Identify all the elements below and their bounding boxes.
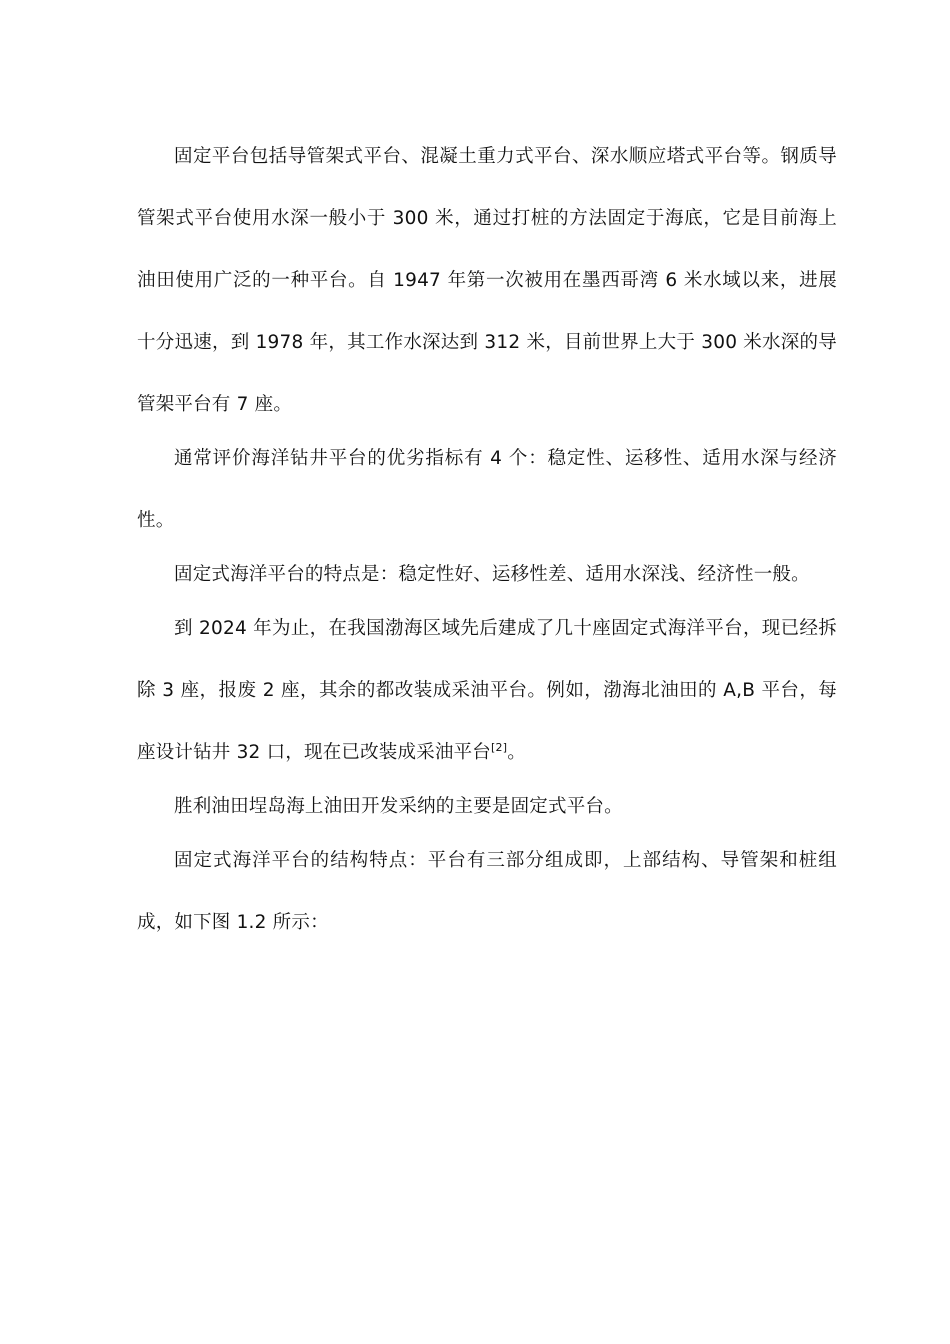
citation-reference: [2] [491,740,508,754]
paragraph-evaluation-indicators: 通常评价海洋钻井平台的优劣指标有 4 个：稳定性、运移性、适用水深与经济性。 [137,448,838,531]
paragraph-shengli-oilfield: 胜利油田埕岛海上油田开发采纳的主要是固定式平台。 [174,796,623,817]
paragraph-bohai-platforms [137,598,837,784]
paragraph-bohai-tail: 。 [507,742,526,763]
paragraph-fixed-platform-types: 固定平台包括导管架式平台、混凝土重力式平台、深水顺应塔式平台等。钢质导管架式平台使用水深一般小于 300 米，通过打桩的方法固定于海底，它是目前海上油田使用广泛的一种平台。自 1947 年第一次被用在墨西哥湾 6 米水域以来，进展十分迅速，到 1978 年，其工作水深达到 312 米，目前世界上大于 300 米水深的导管架平台有 7 座。 [137,146,837,415]
paragraph-structure-features: 固定式海洋平台的结构特点：平台有三部分组成即，上部结构、导管架和桩组成，如下图 1.2 所示： [137,850,837,933]
paragraph-platform-features: 固定式海洋平台的特点是：稳定性好、运移性差、适用水深浅、经济性一般。 [174,564,810,585]
paragraph-bohai-text: 到 2024 年为止，在我国渤海区域先后建成了几十座固定式海洋平台，现已经拆除 3 座，报废 2 座，其余的都改装成采油平台。例如，渤海北油田的 A,B 平台，每座设计钻井 32 口，现在已改装成采油平台 [137,618,837,763]
document-body [137,126,837,954]
